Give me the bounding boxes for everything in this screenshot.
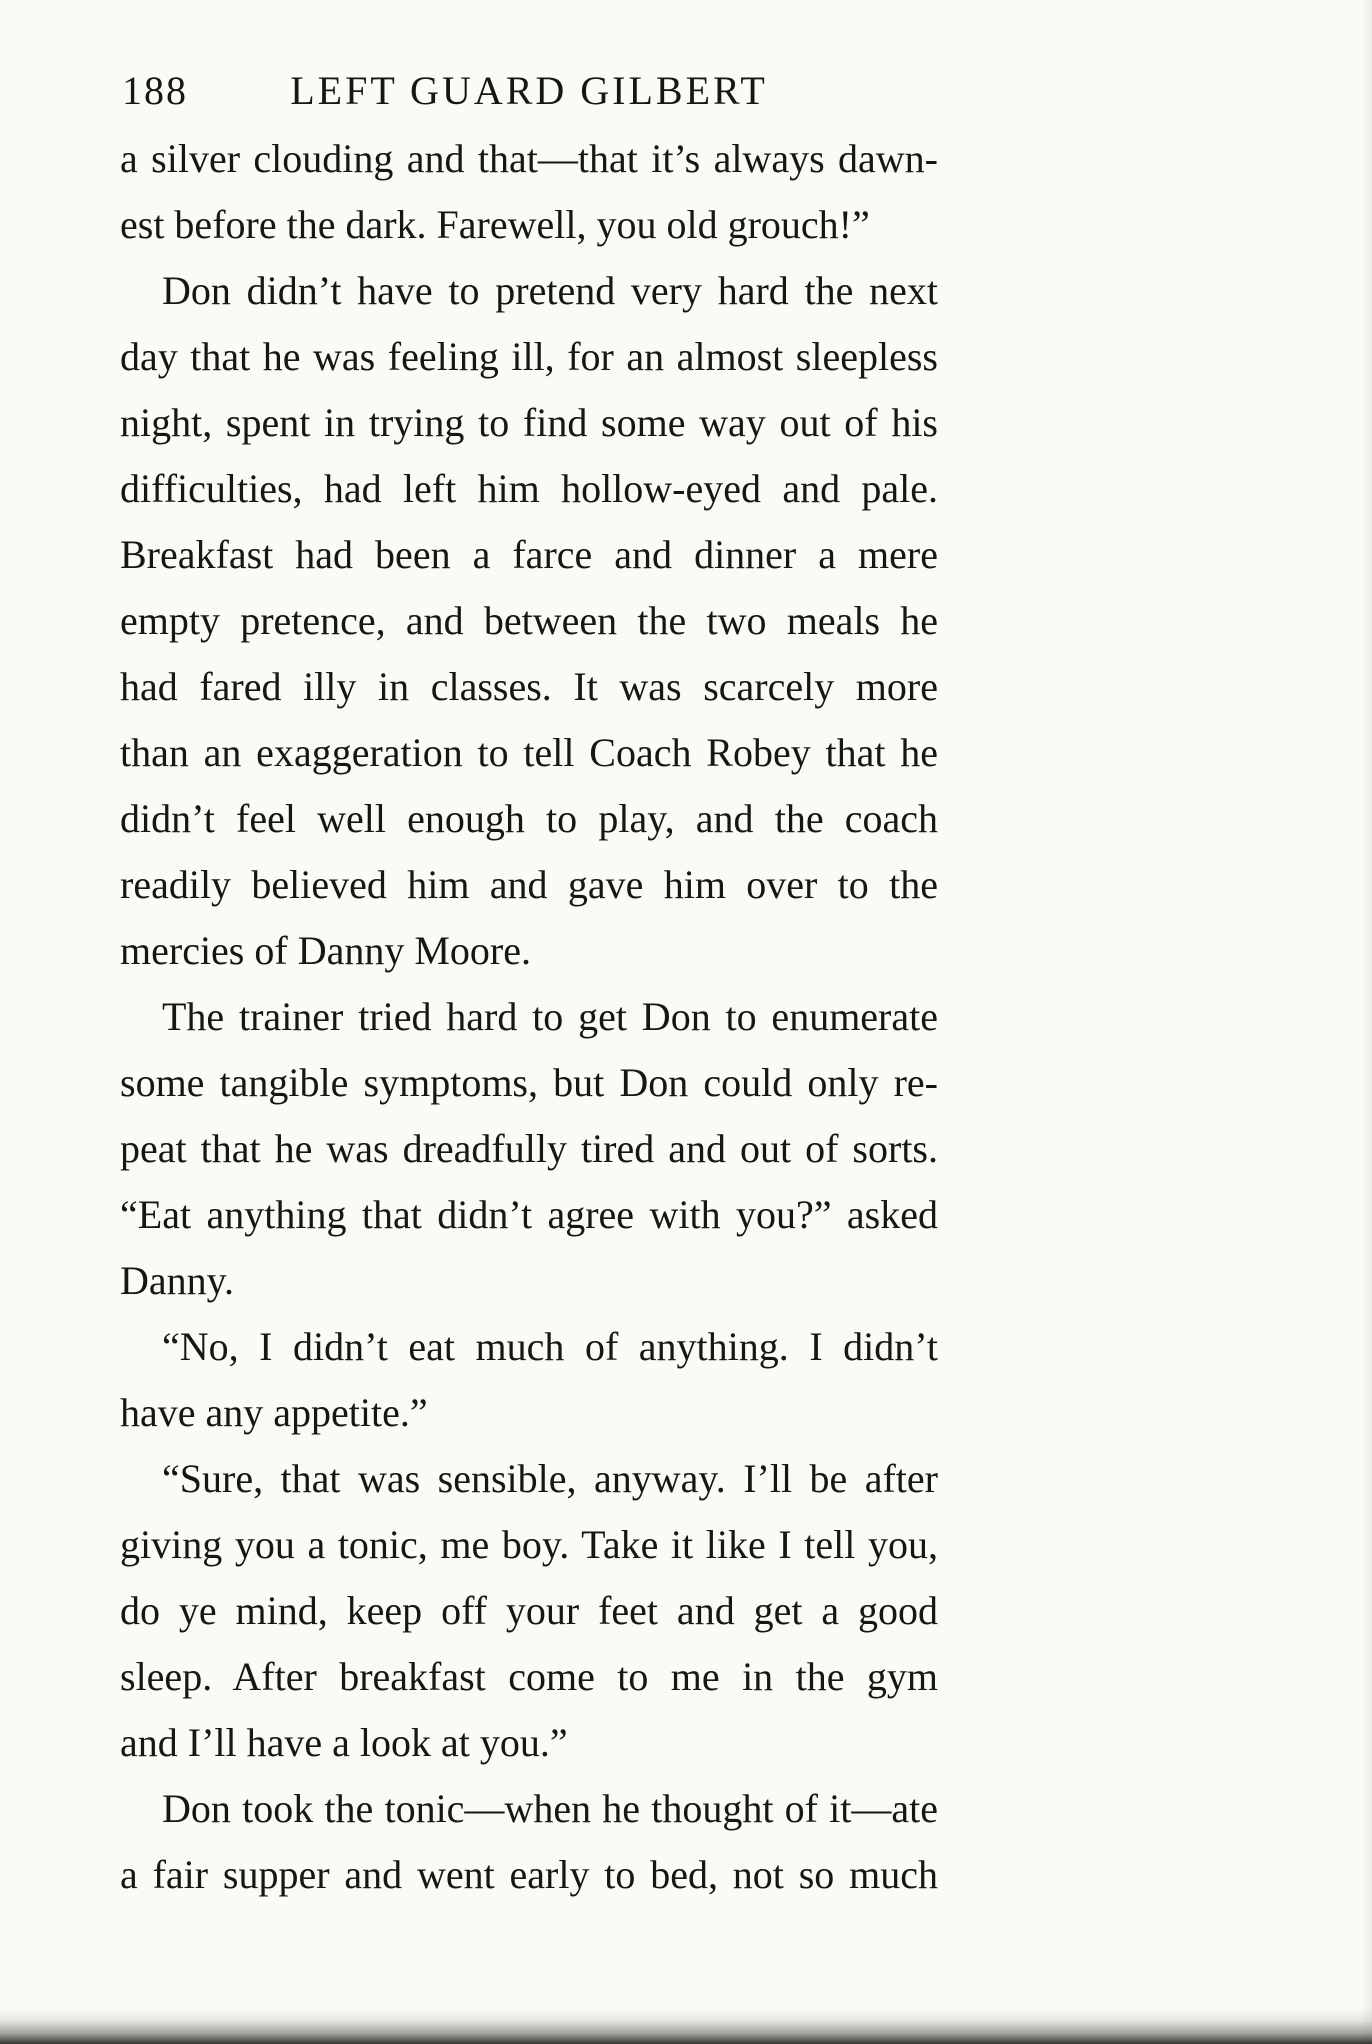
- text-line: The trainer tried hard to get Don to enumerate: [162, 994, 938, 1039]
- paragraph: [120, 258, 938, 984]
- text-line: empty pretence, and between the two meals he: [120, 598, 938, 643]
- scan-edge-bottom: [0, 2008, 1372, 2044]
- text-line: readily believed him and gave him over to the: [120, 862, 938, 907]
- running-title: LEFT GUARD GILBERT: [290, 68, 768, 113]
- text-line: Don didn’t have to pretend very hard the next: [162, 268, 938, 313]
- paragraph: [120, 126, 938, 258]
- page-body: [120, 126, 938, 1908]
- paragraph: [120, 1446, 938, 1776]
- text-line: Don took the tonic—when he thought of it—ate: [162, 1786, 938, 1831]
- text-line: Breakfast had been a farce and dinner a mere: [120, 532, 938, 577]
- text-line: “Eat anything that didn’t agree with you?” asked: [120, 1192, 938, 1237]
- page-header: [120, 64, 938, 118]
- text-line: difficulties, had left him hollow-eyed and pale.: [120, 466, 938, 511]
- text-line: day that he was feeling ill, for an almost sleepless: [120, 334, 938, 379]
- text-line: than an exaggeration to tell Coach Robey that he: [120, 730, 938, 775]
- text-line: didn’t feel well enough to play, and the coach: [120, 796, 938, 841]
- text-line: have any appetite.”: [120, 1390, 428, 1435]
- scan-edge-right: [1362, 0, 1372, 2044]
- text-line: and I’ll have a look at you.”: [120, 1720, 568, 1765]
- paragraph: [120, 1314, 938, 1446]
- text-line: est before the dark. Farewell, you old grouch!”: [120, 202, 870, 247]
- text-line: do ye mind, keep off your feet and get a good: [120, 1588, 938, 1633]
- text-line: mercies of Danny Moore.: [120, 928, 531, 973]
- paragraph: [120, 984, 938, 1314]
- text-line: “No, I didn’t eat much of anything. I didn’t: [162, 1324, 938, 1369]
- text-line: some tangible symptoms, but Don could only re-: [120, 1060, 938, 1105]
- text-line: “Sure, that was sensible, anyway. I’ll be after: [162, 1456, 938, 1501]
- text-line: a silver clouding and that—that it’s always dawn-: [120, 136, 938, 181]
- text-line: peat that he was dreadfully tired and out of sorts.: [120, 1126, 938, 1171]
- text-line: had fared illy in classes. It was scarcely more: [120, 664, 938, 709]
- page-number: 188: [122, 68, 188, 113]
- text-line: sleep. After breakfast come to me in the gym: [120, 1654, 938, 1699]
- text-line: a fair supper and went early to bed, not so much: [120, 1852, 938, 1897]
- text-line: night, spent in trying to find some way out of his: [120, 400, 938, 445]
- paragraph: [120, 1776, 938, 1908]
- text-line: Danny.: [120, 1258, 235, 1303]
- text-line: giving you a tonic, me boy. Take it like I tell you,: [120, 1522, 938, 1567]
